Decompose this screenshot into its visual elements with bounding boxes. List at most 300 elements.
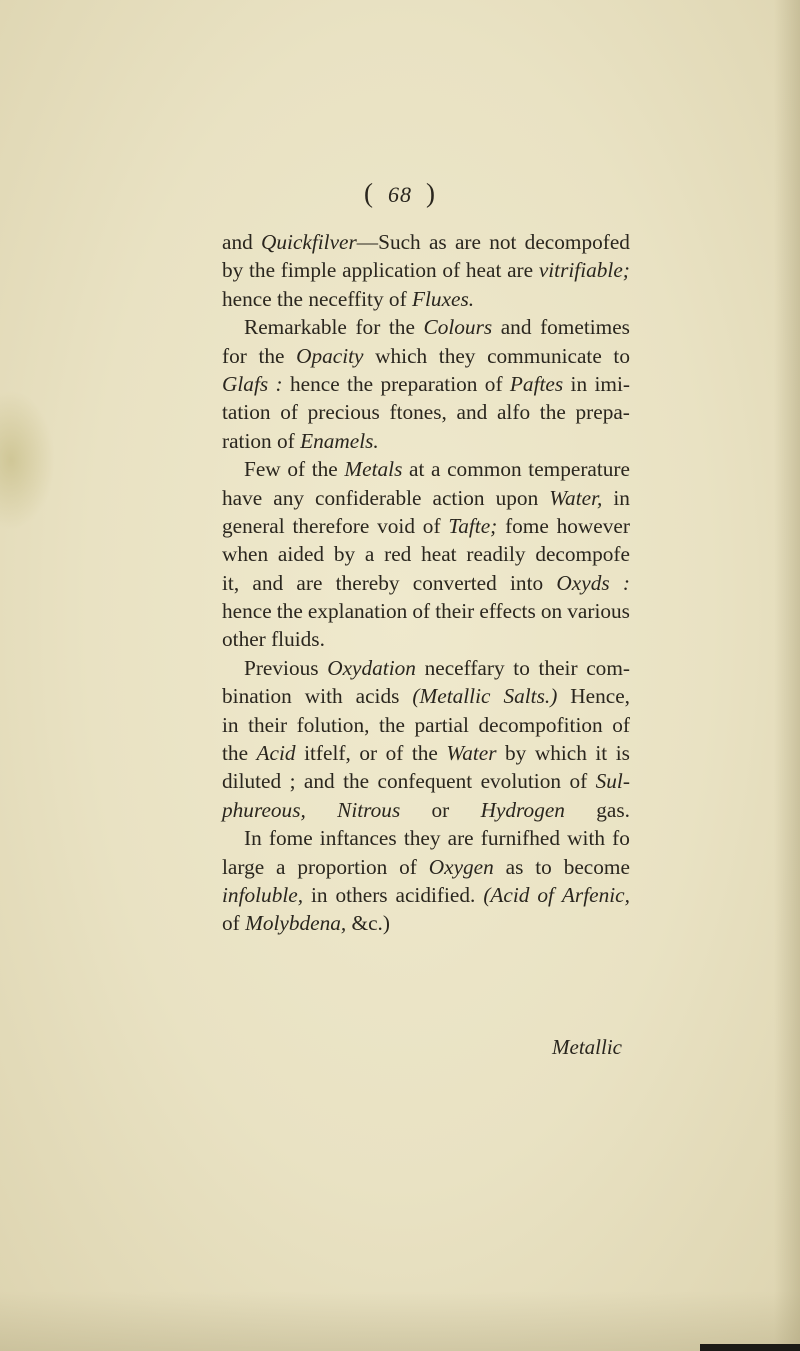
text-run: heat [465, 258, 502, 283]
word [479, 597, 535, 625]
word [429, 228, 447, 256]
text-run: they [403, 826, 441, 851]
text-run: of [422, 513, 441, 538]
word [541, 597, 562, 625]
text-run: general [222, 513, 285, 538]
word [447, 455, 522, 483]
text-run: it [595, 741, 608, 766]
page-bottom-shadow [0, 1291, 800, 1351]
word [567, 597, 630, 625]
italic-text: Water, [549, 485, 603, 510]
word [355, 313, 380, 341]
text-run: in [222, 712, 239, 737]
word [222, 569, 239, 597]
word [528, 455, 630, 483]
word [296, 342, 363, 370]
word [336, 881, 388, 909]
text-run: diluted [222, 769, 282, 794]
word [446, 739, 496, 767]
text-run: partial [414, 712, 469, 737]
word [244, 824, 262, 852]
text-run: are [454, 230, 481, 254]
text-run: or [431, 797, 450, 822]
text-run: upon [495, 485, 539, 510]
text-run: however [556, 513, 630, 538]
text-line [222, 484, 630, 512]
text-line [222, 625, 630, 653]
text-run: decompofe [535, 542, 630, 567]
word [505, 739, 526, 767]
text-run: application [342, 258, 437, 283]
text-run: in [311, 882, 328, 907]
italic-text: Molybdena, [245, 911, 347, 936]
italic-text: Opacity [296, 343, 364, 368]
text-run: action [432, 485, 485, 510]
text-run: for [355, 315, 381, 340]
text-run: Few [244, 457, 281, 482]
text-run: the [411, 741, 438, 766]
word [327, 654, 416, 682]
line-content [222, 285, 474, 313]
text-run: they [438, 343, 476, 368]
text-run: folution, [296, 712, 370, 737]
text-run: and [500, 315, 532, 340]
word [539, 654, 578, 682]
text-run: the [539, 400, 566, 425]
text-run: and [252, 570, 284, 595]
word [535, 853, 552, 881]
word [571, 370, 588, 398]
text-line [222, 342, 630, 370]
text-run: converted [412, 570, 497, 595]
word [613, 484, 630, 512]
page-header [0, 178, 800, 209]
word [222, 256, 243, 284]
italic-text: : [622, 570, 630, 595]
italic-text: Quickfilver [261, 230, 357, 254]
line-content [222, 427, 379, 455]
text-run: alfo [496, 400, 531, 425]
text-run: acidified. [395, 882, 476, 907]
text-run: In [244, 826, 262, 851]
text-run: of [442, 258, 461, 283]
text-run: Hence, [570, 684, 630, 709]
text-run: by [505, 741, 527, 766]
word [277, 597, 303, 625]
text-run: red [384, 542, 412, 567]
word [439, 342, 476, 370]
text-run: for [222, 343, 247, 368]
text-run: with [304, 684, 343, 709]
paper-stain [0, 390, 55, 530]
word [457, 398, 488, 426]
word [379, 711, 405, 739]
text-line [222, 512, 630, 540]
text-run: acids [355, 684, 400, 709]
word [312, 455, 338, 483]
text-run: and [303, 769, 335, 794]
word [425, 654, 505, 682]
word [222, 540, 268, 568]
word [297, 711, 370, 739]
word [576, 398, 630, 426]
text-run: are [447, 826, 474, 851]
text-run: &c.) [346, 911, 390, 936]
word [222, 398, 271, 426]
text-run: ration of [222, 428, 301, 453]
word [586, 654, 630, 682]
text-run: heat [421, 542, 457, 567]
word [539, 256, 630, 284]
text-run: to [513, 655, 530, 680]
text-run: furnifhed [480, 826, 561, 851]
italic-text: Water [446, 741, 497, 766]
italic-text: of [537, 882, 554, 907]
text-run: common [447, 457, 522, 482]
text-run: at [409, 457, 425, 482]
word [567, 824, 605, 852]
italic-text: Sul- [595, 769, 630, 794]
word [248, 711, 287, 739]
header-open-paren: ( [364, 178, 374, 208]
italic-text: Salts.) [503, 684, 558, 709]
word [448, 824, 474, 852]
text-run: ; [289, 769, 296, 794]
word [356, 682, 400, 710]
word [505, 512, 549, 540]
word [308, 597, 407, 625]
word [287, 455, 305, 483]
text-run: by [333, 542, 356, 567]
word [564, 853, 630, 881]
text-run: neceffary [424, 655, 505, 680]
word [386, 739, 404, 767]
word [342, 256, 437, 284]
word [290, 370, 340, 398]
text-run: gas. [596, 797, 630, 822]
word [252, 569, 283, 597]
word [222, 484, 262, 512]
text-line [222, 881, 630, 909]
word [487, 342, 602, 370]
word [432, 796, 450, 824]
word [276, 853, 285, 881]
text-run: in [570, 371, 588, 396]
text-run: of [612, 712, 630, 737]
word [222, 512, 285, 540]
text-run: of [385, 741, 404, 766]
text-run: hence [290, 371, 340, 396]
text-run: other fluids. [222, 627, 325, 652]
word [510, 370, 563, 398]
text-run: fometimes [540, 315, 630, 340]
word [378, 767, 473, 795]
word [616, 739, 630, 767]
italic-text: Nitrous [337, 797, 401, 822]
word [594, 370, 630, 398]
text-run: confiderable [315, 485, 422, 510]
word [421, 540, 456, 568]
word [513, 654, 530, 682]
word [343, 767, 369, 795]
word [273, 484, 304, 512]
word [613, 342, 630, 370]
text-line [222, 540, 630, 568]
word [537, 881, 554, 909]
word [377, 512, 415, 540]
text-line [222, 654, 630, 682]
word [623, 569, 630, 597]
text-run: evolution [480, 769, 562, 794]
word [510, 569, 543, 597]
text-run: a [364, 542, 375, 567]
italic-text: Glafs [222, 371, 269, 396]
word [276, 370, 283, 398]
italic-text: Acid [256, 741, 296, 766]
word [415, 711, 469, 739]
word [466, 540, 525, 568]
line-content [222, 909, 390, 937]
text-run: become [563, 854, 630, 879]
word [222, 682, 292, 710]
word [556, 569, 609, 597]
text-run: com- [586, 655, 630, 680]
text-run: various [567, 599, 630, 624]
word [396, 881, 476, 909]
word [612, 711, 630, 739]
word [222, 228, 253, 256]
word [612, 824, 630, 852]
catchword: Metallic [552, 1035, 622, 1059]
word [535, 739, 587, 767]
text-run: of [569, 769, 588, 794]
word [424, 313, 493, 341]
text-run: which [534, 741, 587, 766]
text-run: into [510, 570, 544, 595]
word [435, 597, 474, 625]
text-run: Previous [244, 655, 319, 680]
italic-text: (Acid [483, 882, 530, 907]
text-run: the [343, 769, 370, 794]
word [404, 824, 441, 852]
word [569, 767, 587, 795]
text-run: confequent [377, 769, 473, 794]
text-run: fome [268, 826, 313, 851]
word [525, 228, 630, 256]
word [257, 739, 296, 767]
text-line [222, 256, 630, 284]
word [334, 540, 355, 568]
text-run: itfelf, [304, 741, 351, 766]
text-line [222, 569, 630, 597]
scan-edge-bar [700, 1344, 800, 1351]
text-line [222, 711, 630, 739]
text-line [222, 739, 630, 767]
word [389, 398, 446, 426]
text-run: or [359, 741, 378, 766]
word [292, 512, 369, 540]
text-run: to [535, 854, 552, 879]
word [336, 569, 400, 597]
text-run: the [311, 457, 338, 482]
word [249, 256, 275, 284]
word [481, 824, 560, 852]
text-run: in [613, 485, 630, 510]
text-run: temperature [528, 457, 630, 482]
text-run: prepa- [575, 400, 630, 425]
text-line [222, 824, 630, 852]
word [409, 455, 424, 483]
word [269, 824, 313, 852]
text-run: the [258, 343, 285, 368]
word [278, 540, 324, 568]
italic-text: Enamels. [300, 428, 379, 453]
text-run: large [222, 854, 265, 879]
word [261, 228, 421, 256]
word [244, 455, 281, 483]
word [280, 398, 298, 426]
text-run: to [613, 343, 630, 368]
text-line [222, 455, 630, 483]
word [433, 484, 485, 512]
text-line [222, 597, 630, 625]
italic-text: Hydrogen [480, 797, 565, 822]
word [320, 824, 397, 852]
text-run: with [567, 826, 606, 851]
word [389, 313, 415, 341]
word [222, 767, 281, 795]
text-run: of [222, 911, 246, 936]
word [423, 512, 441, 540]
italic-text: infoluble, [222, 882, 304, 907]
text-run: by [222, 258, 244, 283]
text-run: is [615, 741, 630, 766]
word [337, 796, 400, 824]
italic-text: phureous, [222, 797, 306, 822]
line-content [222, 625, 325, 653]
word [315, 484, 421, 512]
word [258, 342, 284, 370]
text-run: are [296, 570, 323, 595]
text-run: readily [466, 542, 526, 567]
text-run: —Such [356, 230, 421, 254]
text-run: precious [307, 400, 380, 425]
word [501, 313, 532, 341]
word [466, 256, 501, 284]
word [222, 370, 268, 398]
text-run: void [377, 513, 415, 538]
text-line [222, 682, 630, 710]
word [222, 853, 264, 881]
text-line [222, 228, 630, 256]
word [448, 512, 497, 540]
page-number: 68 [388, 182, 412, 207]
text-run: aided [277, 542, 325, 567]
word [497, 398, 530, 426]
text-line [222, 767, 630, 795]
word [412, 597, 430, 625]
text-line [222, 370, 630, 398]
text-run: the [388, 315, 415, 340]
word [540, 398, 566, 426]
word [481, 796, 565, 824]
word [222, 597, 272, 625]
text-run: and [222, 230, 253, 254]
word [455, 228, 481, 256]
word [222, 881, 303, 909]
text-run: as [428, 230, 447, 254]
text-run: have [222, 485, 263, 510]
word [503, 682, 557, 710]
word [535, 540, 630, 568]
word [244, 313, 347, 341]
word [496, 484, 539, 512]
text-run: effects [479, 599, 536, 624]
text-run: bination [222, 684, 292, 709]
text-run: are [507, 258, 534, 283]
text-run: which [375, 343, 428, 368]
text-run: a [276, 854, 286, 879]
text-run: on [540, 599, 563, 624]
italic-text: : [275, 371, 283, 396]
word [308, 398, 380, 426]
word [399, 853, 417, 881]
word [222, 796, 306, 824]
text-line [222, 427, 630, 455]
word [570, 682, 630, 710]
text-run: their [248, 712, 288, 737]
text-run: any [273, 485, 304, 510]
word [375, 342, 427, 370]
word [380, 370, 477, 398]
word [344, 455, 402, 483]
word [222, 342, 247, 370]
header-close-paren: ) [426, 178, 436, 208]
word [540, 313, 630, 341]
text-run: Remarkable [244, 315, 347, 340]
word [412, 739, 438, 767]
word [442, 256, 460, 284]
text-run: hence the neceffity of [222, 286, 412, 311]
body-text [222, 228, 630, 938]
text-run: of [399, 854, 417, 879]
italic-text: vitrifiable; [538, 258, 630, 283]
text-run: of [280, 400, 298, 425]
text-run: the [249, 258, 276, 283]
text-run: tation [222, 400, 271, 425]
text-run: as [505, 854, 524, 879]
text-line [222, 285, 630, 313]
word [290, 767, 296, 795]
word [222, 711, 239, 739]
text-run: and [456, 400, 488, 425]
word [489, 228, 516, 256]
word [481, 767, 561, 795]
word [304, 739, 351, 767]
word [596, 796, 630, 824]
word [296, 569, 322, 597]
text-run: inftances [319, 826, 397, 851]
italic-text: Tafte; [448, 513, 498, 538]
text-run: the [222, 741, 249, 766]
italic-text: (Metallic [412, 684, 491, 709]
text-line [222, 398, 630, 426]
italic-text: Arfenic, [561, 882, 630, 907]
word [595, 739, 607, 767]
word [549, 484, 602, 512]
text-run: of [412, 599, 431, 624]
word [429, 853, 494, 881]
